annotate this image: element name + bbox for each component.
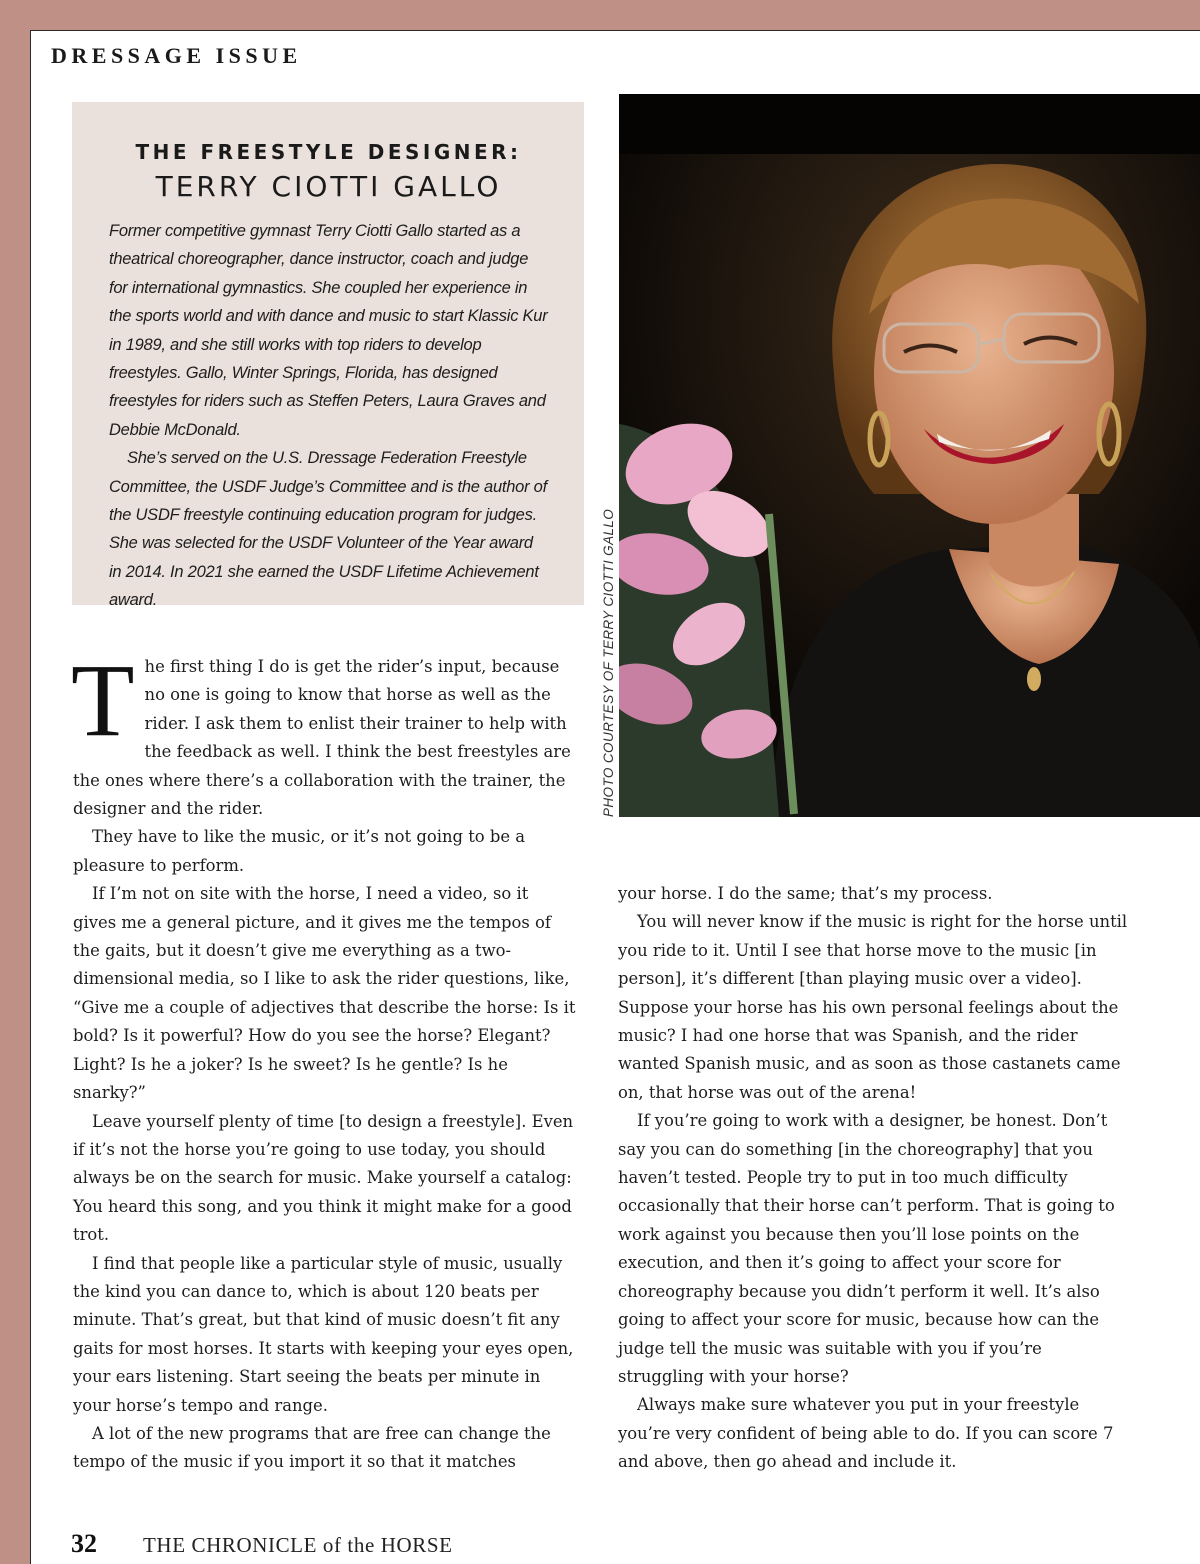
section-label: DRESSAGE ISSUE	[51, 43, 302, 68]
sidebar-name-heading: TERRY CIOTTI GALLO	[155, 170, 502, 203]
sidebar-paragraph: She’s served on the U.S. Dressage Federation Freestyle Committee, the USDF Judge’s Committee and is the author of the USDF freestyle continuing education program for judges. She was selected for the USDF Volunteer of the Year award in 2014. In 2021 she earned the USDF Lifetime Achievement award.	[109, 449, 547, 610]
profile-sidebar	[72, 102, 584, 610]
magazine-logo: THE CHRONICLE of the HORSE	[143, 1533, 453, 1557]
article-paragraph: If I’m not on site with the horse, I need a video, so it gives me a general picture, and it gives me the tempos of the gaits, but it doesn’t give me everything as a two-dimensional media, so I like to ask the rider questions, like, “Give me a couple of adjectives that describe the horse: Is it bold? Is it powerful? How do you see the horse? Elegant? Light? Is he a joker? Is he sweet? Is he gentle? Is he snarky?”	[73, 884, 576, 1103]
drop-cap: T	[71, 643, 135, 758]
article-paragraph: If you’re going to work with a designer, be honest. Don’t say you can do something [in the choreography] that you haven’t tested. People try to put in too much difficulty occasionally that their horse can’t perform. That is going to work against you because then you’ll lose points on the execution, and then it’s going to affect your score for choreography because you didn’t perform it well. It’s also going to affect your score for music, because how can the judge tell the music was suitable with you if you’re struggling with your horse?	[618, 1111, 1115, 1386]
magazine-page	[30, 30, 1200, 1564]
article-paragraph: They have to like the music, or it’s not going to be a pleasure to perform.	[73, 827, 526, 875]
article-paragraph: You will never know if the music is right for the horse until you ride to it. Until I see that horse move to the music [in person], it’s different [than playing music over a video]. Suppose your horse has his own personal feelings about the music? I had one horse that was Spanish, and the rider wanted Spanish music, and as soon as those castanets came on, that horse was out of the arena!	[618, 912, 1128, 1102]
sidebar-paragraph: Former competitive gymnast Terry Ciotti Gallo started as a theatrical choreographer, dance instructor, coach and judge for international gymnastics. She coupled her experience in the sports world and with dance and music to start Klassic Kur in 1989, and she still works with top riders to develop freestyles. Gallo, Winter Springs, Florida, has designed freestyles for riders such as Steffen Peters, Laura Graves and Debbie McDonald.	[109, 222, 548, 439]
article-paragraph: Leave yourself plenty of time [to design a freestyle]. Even if it’s not the horse you’re going to use today, you should always be on the search for music. Make yourself a catalog: You heard this song, and you think it might make for a good trot.	[73, 1111, 574, 1245]
page-number: 32	[71, 1529, 97, 1558]
article-column-right	[618, 880, 1130, 1477]
article-paragraph: Always make sure whatever you put in your freestyle you’re very confident of being able to do. If you can score 7 and above, then go ahead and include it.	[618, 1395, 1114, 1472]
article-paragraph: A lot of the new programs that are free can change the tempo of the music if you import it so that it matches	[73, 1423, 551, 1472]
article-paragraph: your horse. I do the same; that’s my process.	[618, 884, 993, 903]
sidebar-kicker: THE FREESTYLE DESIGNER:	[135, 140, 522, 164]
article-paragraph-text: he first thing I do is get the rider’s input, because no one is going to know that horse as well as the rider. I ask them to enlist their trainer to help with the feedback as well. I think the best freestyles are the ones where there’s a collaboration with the trainer, the designer and the rider.	[73, 657, 571, 819]
article-paragraph: I find that people like a particular style of music, usually the kind you can dance to, which is about 120 beats per minute. That’s great, but that kind of music doesn’t fit any gaits for most horses. It starts with keeping your eyes open, your ears listening. Start seeing the beats per minute in your horse’s tempo and range.	[73, 1253, 574, 1415]
photo-credit: PHOTO COURTESY OF TERRY CIOTTI GALLO	[601, 508, 616, 817]
article-paragraph	[71, 643, 576, 823]
article-column-left	[71, 643, 576, 1477]
portrait-photo	[619, 94, 1200, 817]
sidebar-bio	[109, 217, 548, 615]
portrait-illustration	[619, 94, 1200, 817]
